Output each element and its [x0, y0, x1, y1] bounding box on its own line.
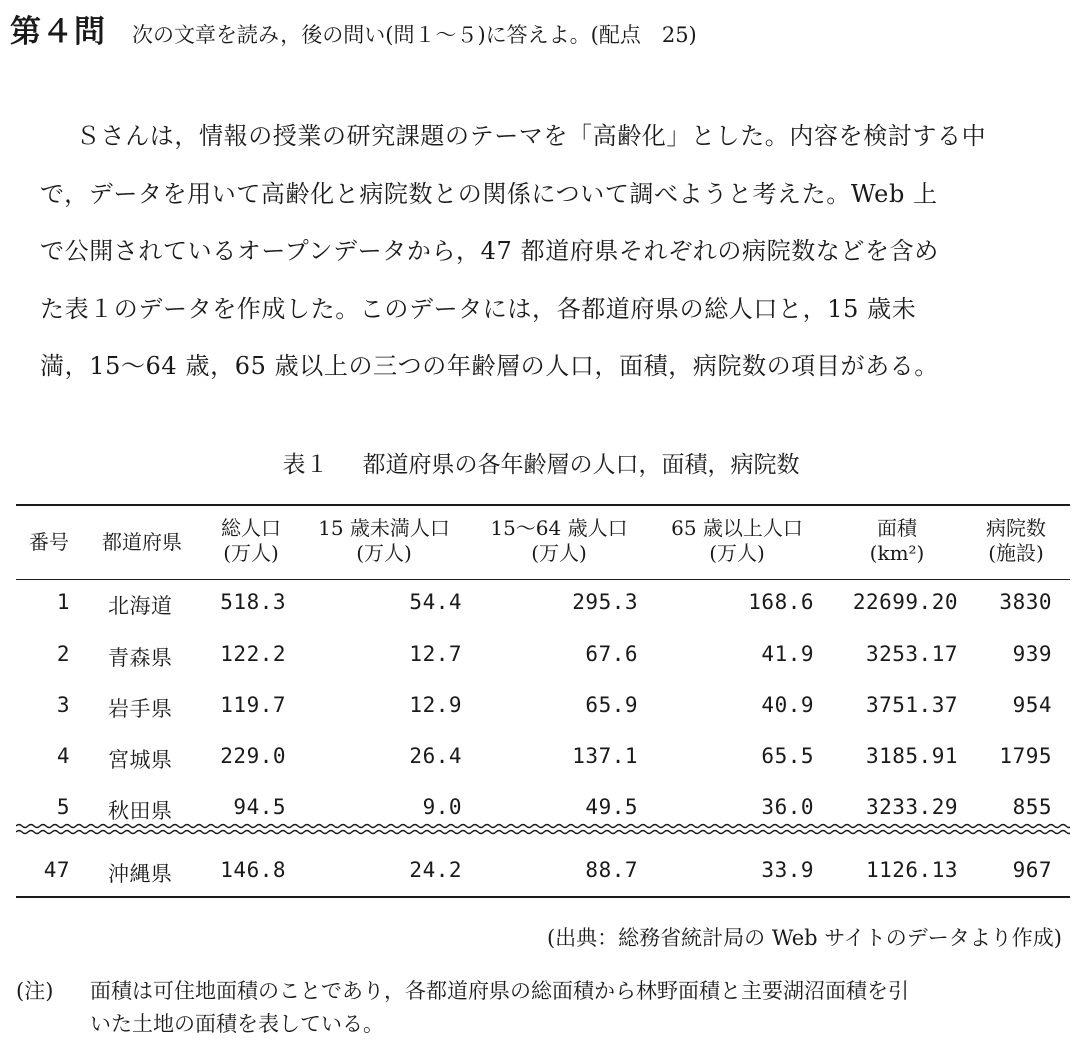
- question-instruction: 次の文章を読み，後の問い(問１～５)に答えよ。(配点 25): [132, 23, 697, 47]
- cell-over65: 36.0: [761, 795, 814, 819]
- table-caption: [0, 446, 1082, 479]
- table-top-rule: [16, 504, 1070, 506]
- cell-total-population: 119.7: [220, 693, 286, 717]
- cell-over65: 33.9: [761, 858, 814, 882]
- passage-line: で公開されているオープンデータから，47 都道府県それぞれの病院数などを含め: [40, 237, 939, 265]
- cell-over65: 65.5: [761, 744, 814, 768]
- cell-15-64: 49.5: [585, 795, 638, 819]
- cell-hospitals: 1795: [999, 744, 1052, 768]
- header-prefecture: 都道府県: [102, 530, 182, 554]
- table-caption-title: 都道府県の各年齢層の人口，面積，病院数: [362, 452, 800, 478]
- note-line: 面積は可住地面積のことであり，各都道府県の総面積から林野面積と主要湖沼面積を引: [90, 979, 909, 1003]
- cell-hospitals: 855: [1012, 795, 1052, 819]
- table-caption-label: 表１: [282, 452, 329, 478]
- header-15-64: 15～64 歳人口 (万人): [490, 516, 628, 565]
- table-header-rule: [16, 579, 1070, 580]
- cell-prefecture: 北海道: [108, 594, 173, 618]
- source-citation: (出典：総務省統計局の Web サイトのデータより作成): [546, 926, 1062, 950]
- cell-prefecture: 青森県: [108, 646, 173, 670]
- cell-number: 1: [56, 590, 70, 614]
- cell-15-64: 295.3: [572, 590, 638, 614]
- cell-number: 4: [56, 744, 70, 768]
- cell-under15: 24.2: [409, 858, 462, 882]
- cell-prefecture: 岩手県: [108, 697, 173, 721]
- cell-total-population: 122.2: [220, 642, 286, 666]
- header-area: 面積 (km²): [869, 516, 925, 565]
- cell-15-64: 137.1: [572, 744, 638, 768]
- cell-prefecture: 秋田県: [108, 799, 173, 823]
- cell-number: 3: [56, 693, 70, 717]
- header-hospitals: 病院数 (施設): [986, 516, 1046, 565]
- cell-number: 2: [56, 642, 70, 666]
- table-bottom-rule: [16, 896, 1070, 898]
- cell-under15: 12.7: [409, 642, 462, 666]
- cell-area: 3751.37: [865, 693, 958, 717]
- header-total-population: 総人口 (万人): [221, 516, 281, 565]
- passage-line: Ｓさんは，情報の授業の研究課題のテーマを「高齢化」とした。内容を検討する中: [76, 122, 987, 150]
- cell-under15: 9.0: [422, 795, 462, 819]
- cell-area: 3253.17: [865, 642, 958, 666]
- cell-total-population: 146.8: [220, 858, 286, 882]
- cell-hospitals: 3830: [999, 590, 1052, 614]
- header-number: 番号: [29, 530, 69, 554]
- cell-total-population: 518.3: [220, 590, 286, 614]
- passage-line: た表１のデータを作成した。このデータには，各都道府県の総人口と，15 歳未: [40, 294, 917, 323]
- cell-prefecture: 沖縄県: [108, 862, 173, 886]
- note-label: (注): [16, 979, 54, 1003]
- cell-under15: 12.9: [409, 693, 462, 717]
- cell-prefecture: 宮城県: [108, 748, 173, 772]
- cell-over65: 40.9: [761, 693, 814, 717]
- cell-number: 5: [56, 795, 70, 819]
- cell-15-64: 67.6: [585, 642, 638, 666]
- cell-hospitals: 967: [1012, 858, 1052, 882]
- cell-over65: 41.9: [761, 642, 814, 666]
- cell-area: 3185.91: [865, 744, 958, 768]
- note-line: いた土地の面積を表している。: [90, 1012, 384, 1036]
- cell-under15: 54.4: [409, 590, 462, 614]
- cell-over65: 168.6: [748, 590, 814, 614]
- cell-hospitals: 939: [1012, 642, 1052, 666]
- question-header: [10, 6, 697, 51]
- cell-area: 3233.29: [865, 795, 958, 819]
- cell-hospitals: 954: [1012, 693, 1052, 717]
- cell-15-64: 88.7: [585, 858, 638, 882]
- header-over65: 65 歳以上人口 (万人): [671, 516, 803, 565]
- passage-line: で，データを用いて高齢化と病院数との関係について調べようと考えた。Web 上: [40, 179, 938, 208]
- cell-area: 1126.13: [865, 858, 958, 882]
- passage: [40, 108, 1070, 396]
- cell-total-population: 94.5: [233, 795, 286, 819]
- cell-under15: 26.4: [409, 744, 462, 768]
- cell-number: 47: [43, 858, 70, 882]
- question-number: 第４問: [10, 14, 106, 50]
- cell-15-64: 65.9: [585, 693, 638, 717]
- cell-total-population: 229.0: [220, 744, 286, 768]
- note-body: [90, 975, 909, 1041]
- cell-area: 22699.20: [852, 590, 958, 614]
- omission-wave-line: [16, 822, 1070, 836]
- header-under15: 15 歳未満人口 (万人): [318, 516, 450, 565]
- passage-line: 満，15～64 歳，65 歳以上の三つの年齢層の人口，面積，病院数の項目がある。: [40, 352, 939, 380]
